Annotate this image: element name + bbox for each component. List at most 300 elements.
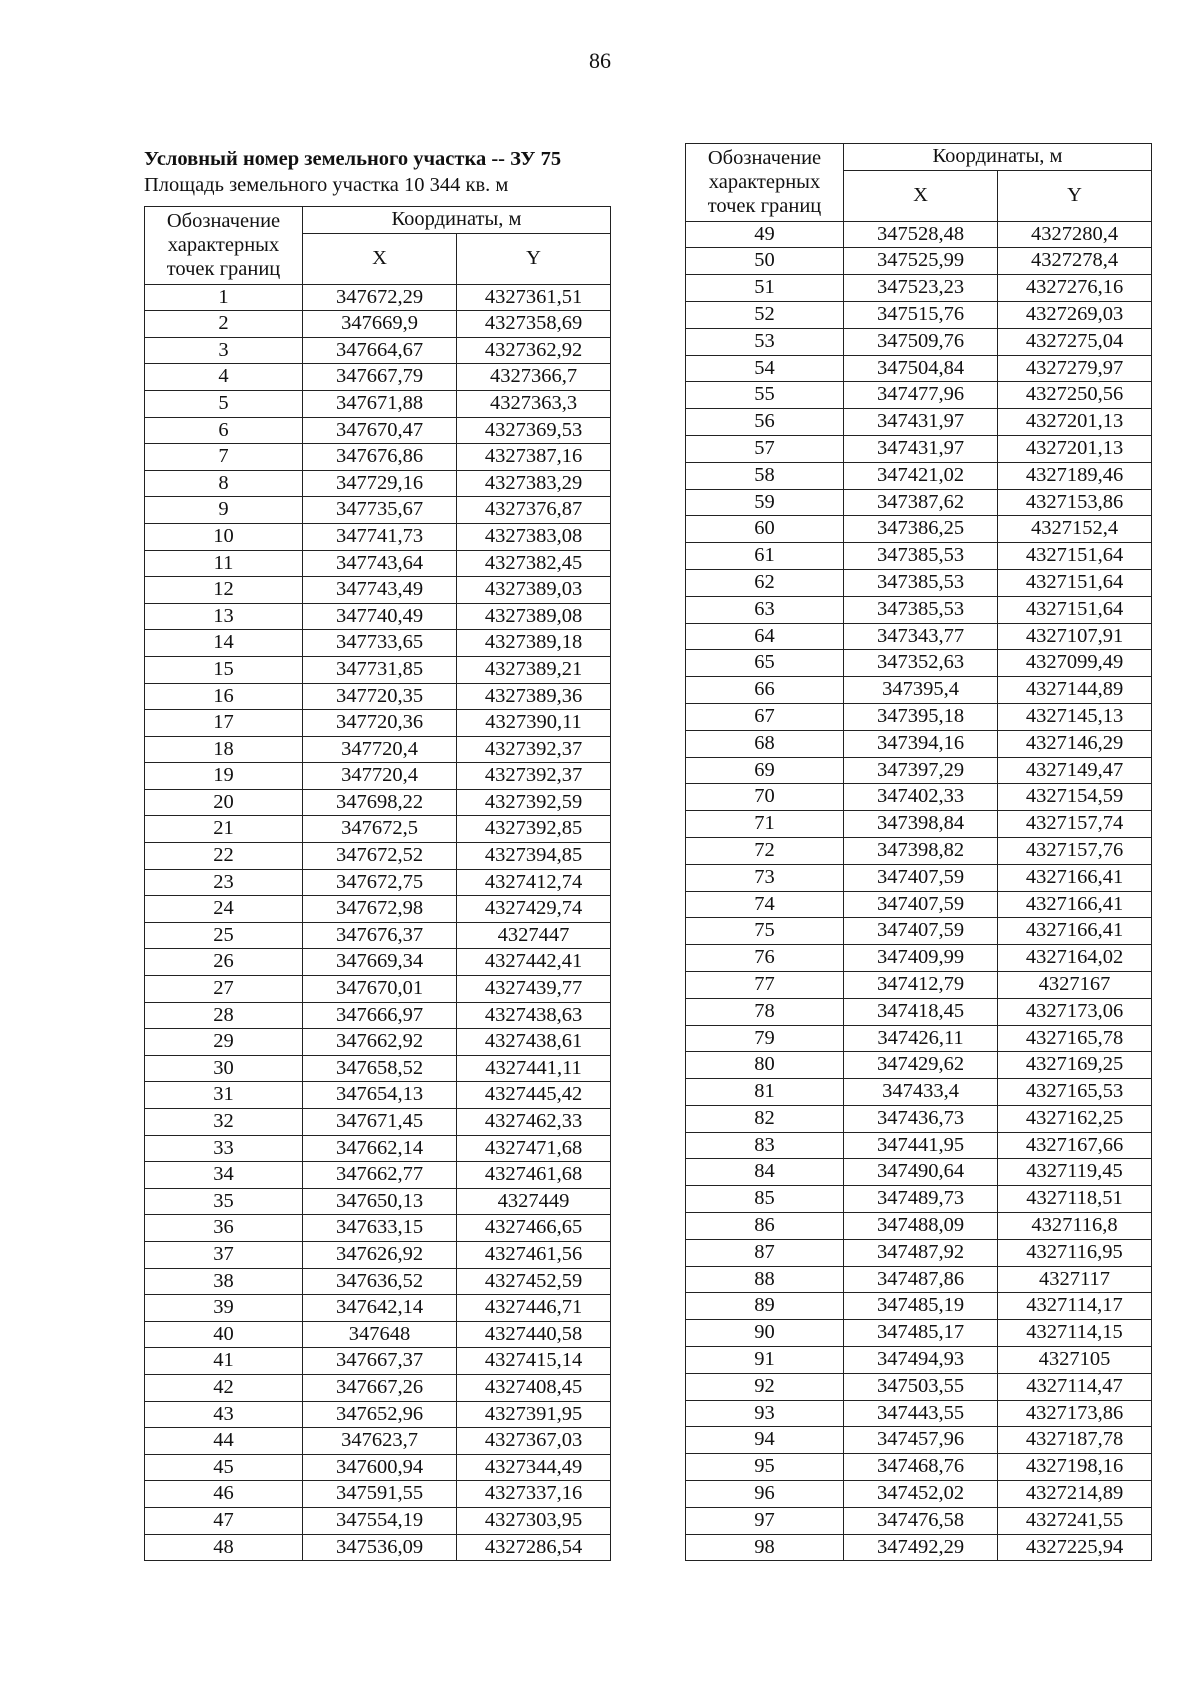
point-number-cell: 3 [145,337,303,364]
x-coordinate-cell: 347487,86 [844,1266,998,1293]
y-coordinate-cell: 4327119,45 [998,1159,1152,1186]
y-coordinate-cell: 4327173,06 [998,998,1152,1025]
x-coordinate-cell: 347395,4 [844,677,998,704]
table-row [686,623,1152,650]
y-coordinate-cell: 4327389,21 [457,656,611,683]
x-coordinate-cell: 347600,94 [303,1454,457,1481]
x-coordinate-cell: 347671,45 [303,1109,457,1136]
point-number-cell: 24 [145,896,303,923]
y-coordinate-cell: 4327275,04 [998,328,1152,355]
table-row [686,730,1152,757]
point-number-cell: 52 [686,301,844,328]
point-number-cell: 96 [686,1481,844,1508]
x-coordinate-cell: 347489,73 [844,1186,998,1213]
point-number-cell: 20 [145,789,303,816]
table-row [686,1534,1152,1561]
x-coordinate-cell: 347412,79 [844,971,998,998]
point-number-cell: 44 [145,1428,303,1455]
table-row [145,1321,611,1348]
table-row [145,816,611,843]
point-number-cell: 13 [145,603,303,630]
table-row [145,1348,611,1375]
y-coordinate-cell: 4327429,74 [457,896,611,923]
x-coordinate-cell: 347398,82 [844,837,998,864]
x-coordinate-cell: 347672,5 [303,816,457,843]
table-row [145,1241,611,1268]
y-coordinate-cell: 4327440,58 [457,1321,611,1348]
point-number-cell: 29 [145,1029,303,1056]
table-row [145,284,611,311]
table-row [145,497,611,524]
y-coordinate-cell: 4327389,03 [457,577,611,604]
x-coordinate-cell: 347664,67 [303,337,457,364]
header-y: Y [457,233,611,284]
y-coordinate-cell: 4327225,94 [998,1534,1152,1561]
point-number-cell: 94 [686,1427,844,1454]
x-coordinate-cell: 347729,16 [303,470,457,497]
x-coordinate-cell: 347658,52 [303,1055,457,1082]
point-number-cell: 16 [145,683,303,710]
point-number-cell: 71 [686,811,844,838]
point-number-cell: 41 [145,1348,303,1375]
point-number-cell: 40 [145,1321,303,1348]
table-row [145,603,611,630]
y-coordinate-cell: 4327390,11 [457,710,611,737]
table-row [686,650,1152,677]
table-row [686,891,1152,918]
point-number-cell: 43 [145,1401,303,1428]
y-coordinate-cell: 4327466,65 [457,1215,611,1242]
x-coordinate-cell: 347720,36 [303,710,457,737]
x-coordinate-cell: 347528,48 [844,221,998,248]
table-row [686,1105,1152,1132]
x-coordinate-cell: 347666,97 [303,1002,457,1029]
x-coordinate-cell: 347407,59 [844,918,998,945]
x-coordinate-cell: 347536,09 [303,1534,457,1561]
x-coordinate-cell: 347667,26 [303,1374,457,1401]
x-coordinate-cell: 347409,99 [844,945,998,972]
point-number-cell: 58 [686,462,844,489]
table-row [686,1239,1152,1266]
point-number-cell: 73 [686,864,844,891]
table-row [686,543,1152,570]
point-number-cell: 63 [686,596,844,623]
x-coordinate-cell: 347441,95 [844,1132,998,1159]
table-row [145,1082,611,1109]
point-number-cell: 47 [145,1507,303,1534]
x-coordinate-cell: 347485,17 [844,1320,998,1347]
point-number-cell: 23 [145,869,303,896]
point-number-cell: 59 [686,489,844,516]
point-number-cell: 83 [686,1132,844,1159]
table-row [145,710,611,737]
table-row [145,763,611,790]
y-coordinate-cell: 4327392,59 [457,789,611,816]
x-coordinate-cell: 347421,02 [844,462,998,489]
table-row [686,1454,1152,1481]
y-coordinate-cell: 4327471,68 [457,1135,611,1162]
table-row [686,569,1152,596]
point-number-cell: 10 [145,523,303,550]
point-number-cell: 42 [145,1374,303,1401]
table-row [686,328,1152,355]
x-coordinate-cell: 347669,34 [303,949,457,976]
y-coordinate-cell: 4327166,41 [998,918,1152,945]
table-row [686,837,1152,864]
point-number-cell: 60 [686,516,844,543]
point-number-cell: 67 [686,703,844,730]
table-row [686,1052,1152,1079]
point-number-cell: 85 [686,1186,844,1213]
x-coordinate-cell: 347698,22 [303,789,457,816]
x-coordinate-cell: 347397,29 [844,757,998,784]
y-coordinate-cell: 4327412,74 [457,869,611,896]
table-row [145,949,611,976]
point-number-cell: 92 [686,1373,844,1400]
x-coordinate-cell: 347652,96 [303,1401,457,1428]
table-row [145,417,611,444]
y-coordinate-cell: 4327165,53 [998,1079,1152,1106]
point-number-cell: 53 [686,328,844,355]
y-coordinate-cell: 4327461,56 [457,1241,611,1268]
x-coordinate-cell: 347662,14 [303,1135,457,1162]
y-coordinate-cell: 4327114,17 [998,1293,1152,1320]
y-coordinate-cell: 4327201,13 [998,409,1152,436]
x-coordinate-cell: 347591,55 [303,1481,457,1508]
x-coordinate-cell: 347720,35 [303,683,457,710]
table-row [145,922,611,949]
x-coordinate-cell: 347402,33 [844,784,998,811]
table-row [145,470,611,497]
right-coordinates-table [685,143,1152,1561]
table-row [686,489,1152,516]
table-row [686,355,1152,382]
point-number-cell: 81 [686,1079,844,1106]
y-coordinate-cell: 4327151,64 [998,596,1152,623]
point-number-cell: 45 [145,1454,303,1481]
x-coordinate-cell: 347636,52 [303,1268,457,1295]
y-coordinate-cell: 4327394,85 [457,843,611,870]
x-coordinate-cell: 347431,97 [844,409,998,436]
table-row [145,1188,611,1215]
y-coordinate-cell: 4327173,86 [998,1400,1152,1427]
x-coordinate-cell: 347476,58 [844,1507,998,1534]
y-coordinate-cell: 4327446,71 [457,1295,611,1322]
header-designation: Обозначение характерных точек границ [686,144,844,222]
table-row [686,1347,1152,1374]
table-row [686,864,1152,891]
point-number-cell: 34 [145,1162,303,1189]
x-coordinate-cell: 347720,4 [303,736,457,763]
y-coordinate-cell: 4327286,54 [457,1534,611,1561]
table-row [145,1029,611,1056]
point-number-cell: 19 [145,763,303,790]
point-number-cell: 74 [686,891,844,918]
x-coordinate-cell: 347626,92 [303,1241,457,1268]
table-row [145,1374,611,1401]
table-row [145,1295,611,1322]
y-coordinate-cell: 4327408,45 [457,1374,611,1401]
table-row [686,757,1152,784]
y-coordinate-cell: 4327114,47 [998,1373,1152,1400]
x-coordinate-cell: 347669,9 [303,311,457,338]
table-row [145,1055,611,1082]
point-number-cell: 55 [686,382,844,409]
x-coordinate-cell: 347352,63 [844,650,998,677]
x-coordinate-cell: 347385,53 [844,596,998,623]
y-coordinate-cell: 4327366,7 [457,364,611,391]
y-coordinate-cell: 4327462,33 [457,1109,611,1136]
x-coordinate-cell: 347494,93 [844,1347,998,1374]
point-number-cell: 26 [145,949,303,976]
y-coordinate-cell: 4327389,18 [457,630,611,657]
y-coordinate-cell: 4327151,64 [998,569,1152,596]
table-row [686,1427,1152,1454]
page-number: 86 [589,48,611,73]
point-number-cell: 32 [145,1109,303,1136]
point-number-cell: 86 [686,1213,844,1240]
table-row [686,221,1152,248]
y-coordinate-cell: 4327367,03 [457,1428,611,1455]
y-coordinate-cell: 4327151,64 [998,543,1152,570]
header-y: Y [998,170,1152,221]
table-row [686,301,1152,328]
point-number-cell: 1 [145,284,303,311]
y-coordinate-cell: 4327145,13 [998,703,1152,730]
point-number-cell: 22 [145,843,303,870]
table-row [686,248,1152,275]
point-number-cell: 17 [145,710,303,737]
point-number-cell: 12 [145,577,303,604]
x-coordinate-cell: 347488,09 [844,1213,998,1240]
table-row [686,784,1152,811]
point-number-cell: 91 [686,1347,844,1374]
y-coordinate-cell: 4327303,95 [457,1507,611,1534]
x-coordinate-cell: 347743,49 [303,577,457,604]
y-coordinate-cell: 4327162,25 [998,1105,1152,1132]
point-number-cell: 2 [145,311,303,338]
point-number-cell: 31 [145,1082,303,1109]
x-coordinate-cell: 347642,14 [303,1295,457,1322]
header-coordinates: Координаты, м [844,144,1152,171]
point-number-cell: 65 [686,650,844,677]
y-coordinate-cell: 4327114,15 [998,1320,1152,1347]
point-number-cell: 88 [686,1266,844,1293]
y-coordinate-cell: 4327198,16 [998,1454,1152,1481]
x-coordinate-cell: 347741,73 [303,523,457,550]
x-coordinate-cell: 347731,85 [303,656,457,683]
y-coordinate-cell: 4327152,4 [998,516,1152,543]
point-number-cell: 98 [686,1534,844,1561]
y-coordinate-cell: 4327442,41 [457,949,611,976]
point-number-cell: 49 [686,221,844,248]
table-row [686,1266,1152,1293]
point-number-cell: 36 [145,1215,303,1242]
point-number-cell: 46 [145,1481,303,1508]
point-number-cell: 39 [145,1295,303,1322]
y-coordinate-cell: 4327189,46 [998,462,1152,489]
point-number-cell: 68 [686,730,844,757]
y-coordinate-cell: 4327361,51 [457,284,611,311]
y-coordinate-cell: 4327461,68 [457,1162,611,1189]
table-row [686,1293,1152,1320]
point-number-cell: 93 [686,1400,844,1427]
point-number-cell: 4 [145,364,303,391]
y-coordinate-cell: 4327250,56 [998,382,1152,409]
table-row [145,337,611,364]
x-coordinate-cell: 347667,37 [303,1348,457,1375]
point-number-cell: 79 [686,1025,844,1052]
y-coordinate-cell: 4327415,14 [457,1348,611,1375]
y-coordinate-cell: 4327392,37 [457,763,611,790]
x-coordinate-cell: 347667,79 [303,364,457,391]
y-coordinate-cell: 4327201,13 [998,435,1152,462]
point-number-cell: 57 [686,435,844,462]
point-number-cell: 8 [145,470,303,497]
y-coordinate-cell: 4327166,41 [998,864,1152,891]
y-coordinate-cell: 4327392,85 [457,816,611,843]
table-row [145,976,611,1003]
y-coordinate-cell: 4327154,59 [998,784,1152,811]
x-coordinate-cell: 347672,52 [303,843,457,870]
x-coordinate-cell: 347431,97 [844,435,998,462]
table-row [145,444,611,471]
point-number-cell: 97 [686,1507,844,1534]
x-coordinate-cell: 347662,77 [303,1162,457,1189]
table-row [686,703,1152,730]
point-number-cell: 95 [686,1454,844,1481]
x-coordinate-cell: 347735,67 [303,497,457,524]
x-coordinate-cell: 347492,29 [844,1534,998,1561]
x-coordinate-cell: 347648 [303,1321,457,1348]
y-coordinate-cell: 4327169,25 [998,1052,1152,1079]
point-number-cell: 75 [686,918,844,945]
point-number-cell: 87 [686,1239,844,1266]
y-coordinate-cell: 4327187,78 [998,1427,1152,1454]
y-coordinate-cell: 4327449 [457,1188,611,1215]
right-section [685,143,1151,1561]
y-coordinate-cell: 4327369,53 [457,417,611,444]
y-coordinate-cell: 4327164,02 [998,945,1152,972]
x-coordinate-cell: 347385,53 [844,543,998,570]
point-number-cell: 84 [686,1159,844,1186]
y-coordinate-cell: 4327166,41 [998,891,1152,918]
left-coordinates-table [144,206,611,1561]
left-section [144,146,610,1561]
table-row [686,1213,1152,1240]
point-number-cell: 15 [145,656,303,683]
table-row [145,523,611,550]
x-coordinate-cell: 347343,77 [844,623,998,650]
y-coordinate-cell: 4327167,66 [998,1132,1152,1159]
x-coordinate-cell: 347490,64 [844,1159,998,1186]
point-number-cell: 14 [145,630,303,657]
table-row [686,1079,1152,1106]
x-coordinate-cell: 347554,19 [303,1507,457,1534]
point-number-cell: 82 [686,1105,844,1132]
x-coordinate-cell: 347433,4 [844,1079,998,1106]
point-number-cell: 21 [145,816,303,843]
point-number-cell: 61 [686,543,844,570]
y-coordinate-cell: 4327382,45 [457,550,611,577]
x-coordinate-cell: 347387,62 [844,489,998,516]
point-number-cell: 11 [145,550,303,577]
table-row [686,1186,1152,1213]
table-row [686,811,1152,838]
x-coordinate-cell: 347650,13 [303,1188,457,1215]
y-coordinate-cell: 4327157,76 [998,837,1152,864]
y-coordinate-cell: 4327376,87 [457,497,611,524]
point-number-cell: 89 [686,1293,844,1320]
table-row [145,550,611,577]
y-coordinate-cell: 4327117 [998,1266,1152,1293]
table-row [145,311,611,338]
x-coordinate-cell: 347523,23 [844,275,998,302]
y-coordinate-cell: 4327167 [998,971,1152,998]
x-coordinate-cell: 347670,01 [303,976,457,1003]
point-number-cell: 38 [145,1268,303,1295]
y-coordinate-cell: 4327105 [998,1347,1152,1374]
right-table-body [686,221,1152,1561]
point-number-cell: 25 [145,922,303,949]
y-coordinate-cell: 4327362,92 [457,337,611,364]
table-row [145,869,611,896]
table-row [686,1025,1152,1052]
y-coordinate-cell: 4327157,74 [998,811,1152,838]
header-coordinates: Координаты, м [303,207,611,234]
table-row [145,683,611,710]
x-coordinate-cell: 347443,55 [844,1400,998,1427]
x-coordinate-cell: 347720,4 [303,763,457,790]
y-coordinate-cell: 4327269,03 [998,301,1152,328]
x-coordinate-cell: 347407,59 [844,864,998,891]
table-row [145,1534,611,1561]
y-coordinate-cell: 4327389,36 [457,683,611,710]
x-coordinate-cell: 347398,84 [844,811,998,838]
y-coordinate-cell: 4327107,91 [998,623,1152,650]
table-row [686,1159,1152,1186]
point-number-cell: 62 [686,569,844,596]
point-number-cell: 30 [145,1055,303,1082]
point-number-cell: 54 [686,355,844,382]
y-coordinate-cell: 4327383,08 [457,523,611,550]
point-number-cell: 90 [686,1320,844,1347]
y-coordinate-cell: 4327387,16 [457,444,611,471]
table-row [686,1132,1152,1159]
x-coordinate-cell: 347385,53 [844,569,998,596]
table-row [145,1401,611,1428]
table-row [145,1002,611,1029]
x-coordinate-cell: 347733,65 [303,630,457,657]
point-number-cell: 6 [145,417,303,444]
y-coordinate-cell: 4327363,3 [457,390,611,417]
y-coordinate-cell: 4327383,29 [457,470,611,497]
point-number-cell: 51 [686,275,844,302]
y-coordinate-cell: 4327153,86 [998,489,1152,516]
point-number-cell: 64 [686,623,844,650]
y-coordinate-cell: 4327438,63 [457,1002,611,1029]
x-coordinate-cell: 347670,47 [303,417,457,444]
y-coordinate-cell: 4327146,29 [998,730,1152,757]
y-coordinate-cell: 4327439,77 [457,976,611,1003]
x-coordinate-cell: 347672,98 [303,896,457,923]
y-coordinate-cell: 4327391,95 [457,1401,611,1428]
x-coordinate-cell: 347743,64 [303,550,457,577]
y-coordinate-cell: 4327278,4 [998,248,1152,275]
y-coordinate-cell: 4327392,37 [457,736,611,763]
point-number-cell: 9 [145,497,303,524]
x-coordinate-cell: 347477,96 [844,382,998,409]
